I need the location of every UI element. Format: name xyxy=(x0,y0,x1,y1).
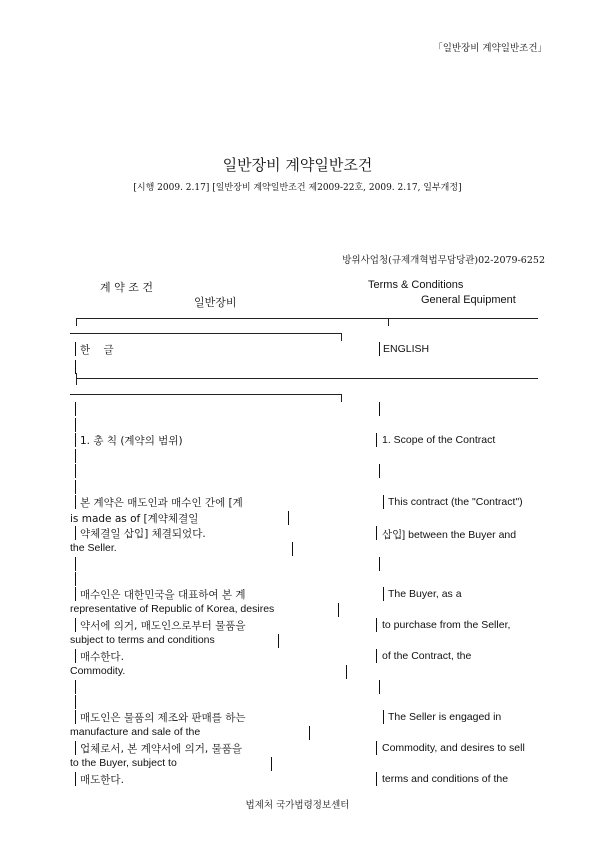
korean-column-header: 한 글 xyxy=(80,344,114,356)
column-bar xyxy=(75,495,76,509)
column-bar xyxy=(75,526,76,540)
column-bar xyxy=(338,603,339,617)
column-bar xyxy=(376,649,377,663)
column-bar xyxy=(75,360,76,374)
english-text-line: The Buyer, as a xyxy=(388,588,462,600)
korean-subheading: 일반장비 xyxy=(194,296,237,309)
column-bar xyxy=(288,511,289,525)
column-bar xyxy=(379,342,380,356)
column-bar xyxy=(75,464,76,478)
column-bar xyxy=(376,526,377,540)
column-bar xyxy=(376,772,377,786)
table-inner-border xyxy=(70,394,342,395)
wrapped-text-line: to the Buyer, subject to xyxy=(70,757,177,769)
column-bar xyxy=(75,710,76,724)
wrapped-text-line: Commodity. xyxy=(70,665,126,677)
column-bar xyxy=(75,695,76,709)
column-bar xyxy=(271,757,272,771)
table-top-border xyxy=(76,318,538,319)
section-title-korean: 1. 총 칙 (계약의 범위) xyxy=(80,435,183,447)
column-bar xyxy=(75,402,76,416)
wrapped-text-line: the Seller. xyxy=(70,542,117,554)
english-subheading: General Equipment xyxy=(421,294,516,306)
column-bar xyxy=(383,495,384,509)
english-text-line: 삽입] between the Buyer and xyxy=(382,529,517,541)
english-heading: Terms & Conditions xyxy=(368,279,464,291)
english-text-line: of the Contract, the xyxy=(382,650,472,662)
column-bar xyxy=(75,587,76,601)
wrapped-text-line: representative of Republic of Korea, desires xyxy=(70,603,275,615)
english-text-line: terms and conditions of the xyxy=(382,773,509,785)
column-bar xyxy=(75,572,76,586)
column-bar xyxy=(292,542,293,556)
column-bar xyxy=(379,464,380,478)
table-inner-border xyxy=(70,333,342,334)
column-bar xyxy=(75,741,76,755)
column-bar xyxy=(75,680,76,694)
column-bar xyxy=(75,418,76,432)
column-bar xyxy=(383,587,384,601)
table-border-tick xyxy=(341,333,342,341)
column-bar xyxy=(346,665,347,679)
korean-text-line: 매수인은 대한민국을 대표하여 본 계 xyxy=(80,589,246,601)
department-contact: 방위사업청(규제개혁법무담당관)02-2079-6252 xyxy=(342,255,545,266)
english-column-header: ENGLISH xyxy=(383,343,430,355)
english-text-line: Commodity, and desires to sell xyxy=(382,742,525,754)
column-bar xyxy=(376,741,377,755)
korean-text-line: 매수한다. xyxy=(80,651,124,663)
column-bar xyxy=(75,649,76,663)
section-title-english: 1. Scope of the Contract xyxy=(382,434,496,446)
korean-text-line: 업체로서, 본 계약서에 의거, 물품을 xyxy=(80,743,243,755)
english-text-line: to purchase from the Seller, xyxy=(382,619,511,631)
column-bar xyxy=(75,433,76,447)
korean-text-line: 매도인은 물품의 제조와 판매를 하는 xyxy=(80,712,246,724)
column-bar xyxy=(379,557,380,571)
table-mid-border xyxy=(76,378,538,379)
column-bar xyxy=(309,726,310,740)
korean-text-line: 본 계약은 매도인과 매수인 간에 [계 xyxy=(80,497,243,509)
korean-text-line: 약체결일 삽입] 체결되었다. xyxy=(80,528,206,540)
table-border-tick xyxy=(76,318,77,326)
wrapped-text-line: subject to terms and conditions xyxy=(70,634,215,646)
column-bar xyxy=(379,680,380,694)
table-border-tick xyxy=(76,373,77,385)
column-bar xyxy=(278,634,279,648)
korean-heading: 계 약 조 건 xyxy=(100,281,153,294)
column-bar xyxy=(75,557,76,571)
header-bracket-title: 「일반장비 계약일반조건」 xyxy=(433,43,547,54)
enactment-info: [시행 2009. 2.17] [일반장비 계약일반조건 제2009-22호, 2009. 2.17, 일부개정] xyxy=(133,183,462,193)
english-text-line: This contract (the "Contract") xyxy=(388,496,523,508)
korean-text-line: 약서에 의거, 매도인으로부터 물품을 xyxy=(80,620,246,632)
document-title: 일반장비 계약일반조건 xyxy=(222,156,373,174)
korean-text-line: 매도한다. xyxy=(80,774,124,786)
wrapped-text-line: is made as of [계약체결일 xyxy=(70,513,199,525)
english-text-line: The Seller is engaged in xyxy=(388,711,502,723)
table-border-tick xyxy=(388,318,389,326)
column-bar xyxy=(383,710,384,724)
column-bar xyxy=(376,433,377,447)
column-bar xyxy=(376,618,377,632)
table-border-tick xyxy=(341,394,342,402)
page-footer: 법제처 국가법령정보센터 xyxy=(245,800,350,811)
wrapped-text-line: manufacture and sale of the xyxy=(70,726,201,738)
column-bar xyxy=(75,342,76,356)
column-bar xyxy=(75,449,76,463)
column-bar xyxy=(75,618,76,632)
column-bar xyxy=(379,402,380,416)
column-bar xyxy=(75,480,76,494)
column-bar xyxy=(75,772,76,786)
